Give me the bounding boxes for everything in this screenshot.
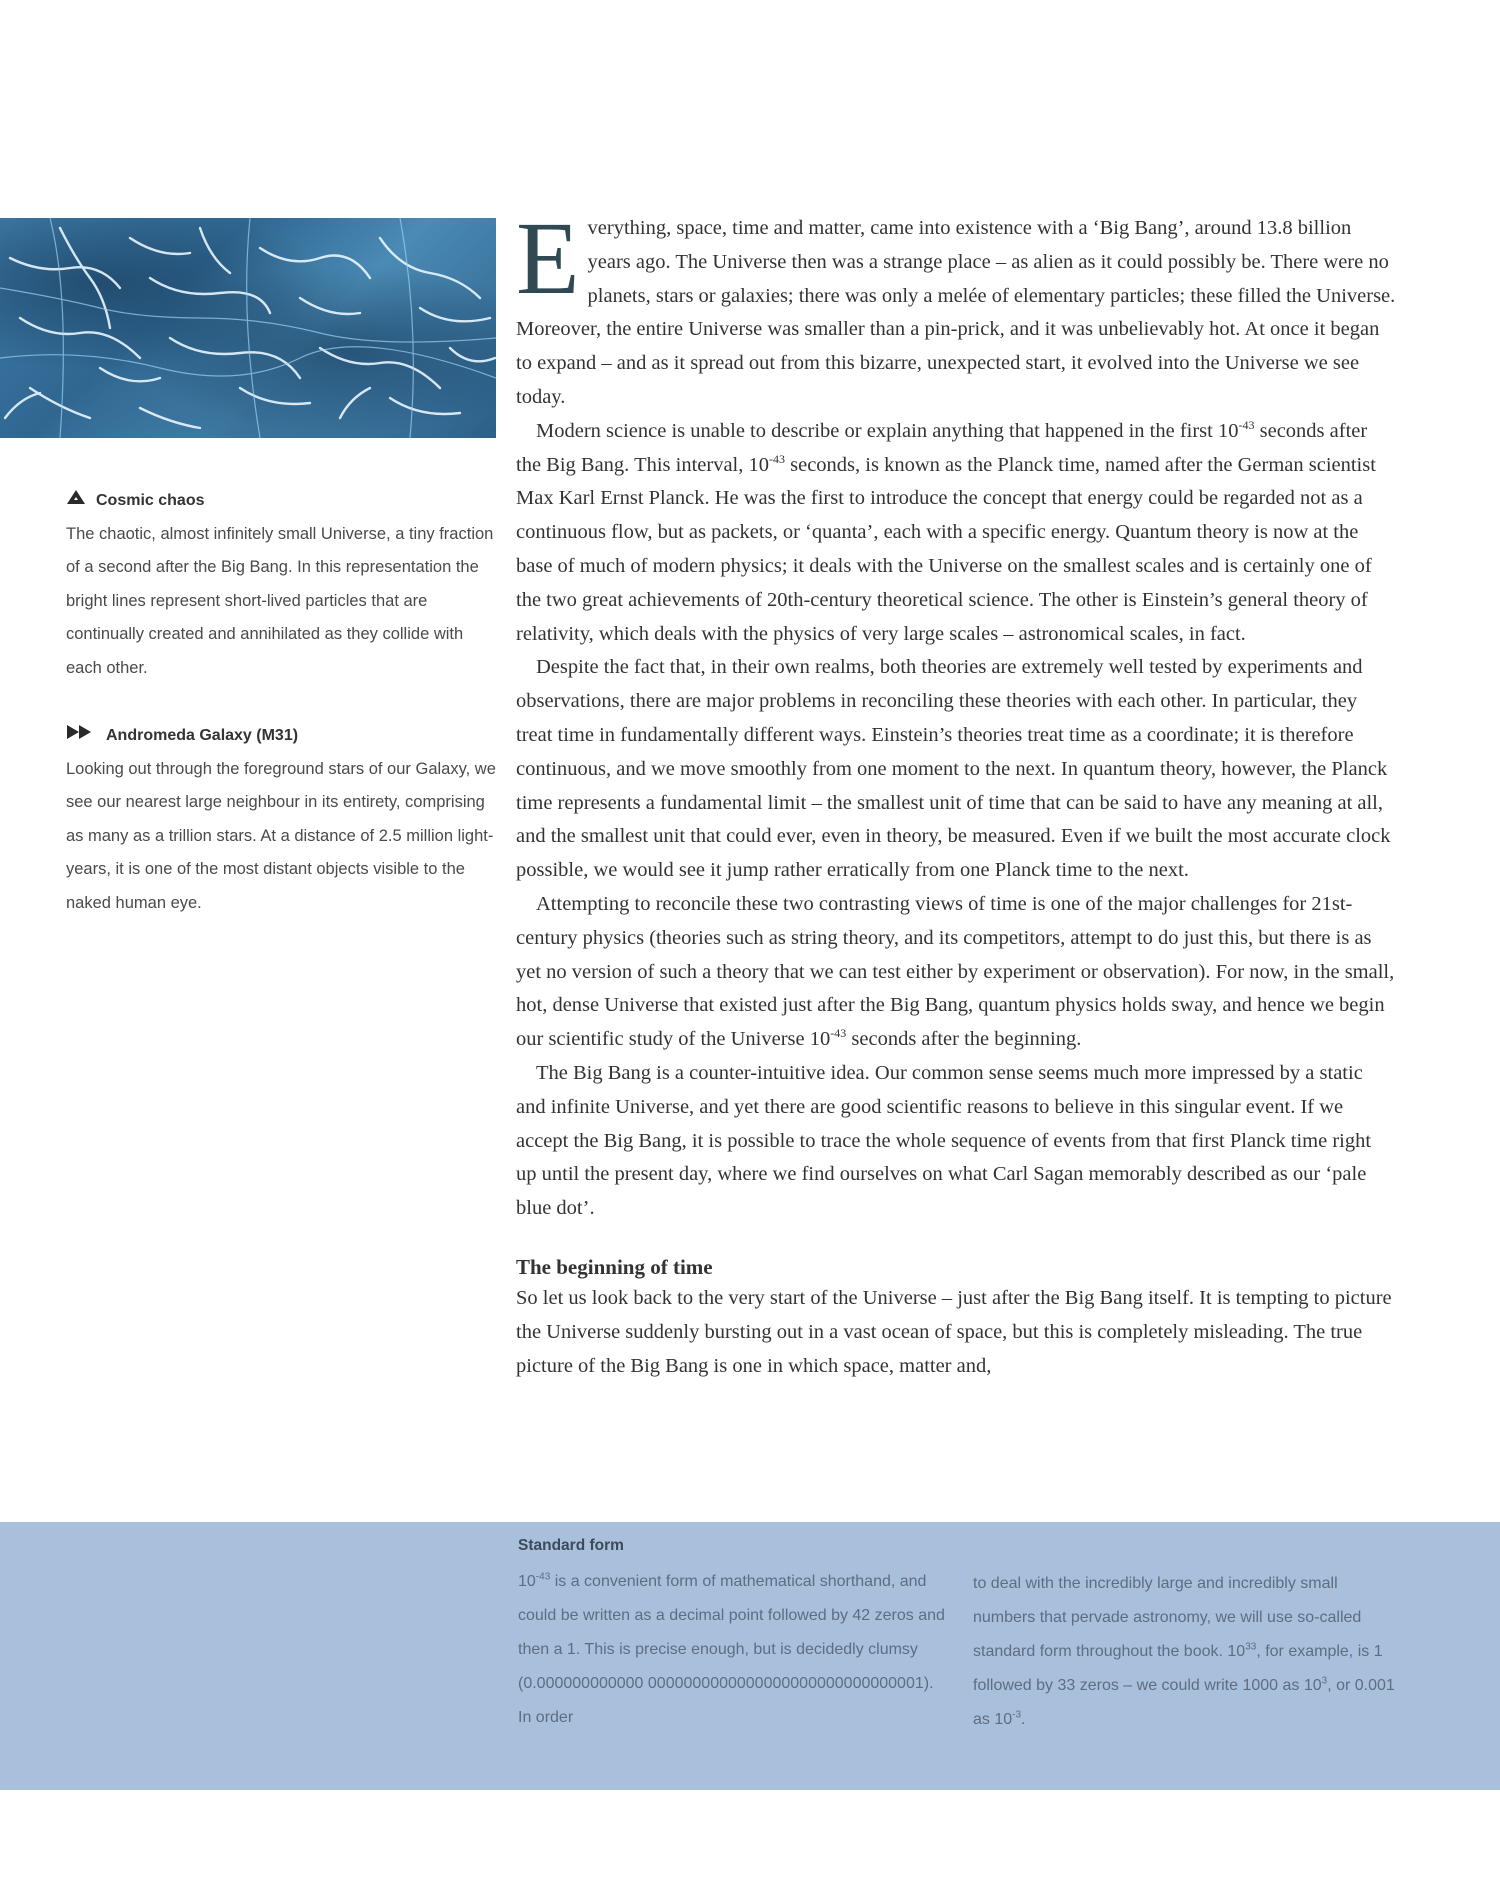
caption-cosmic-chaos <box>66 484 496 685</box>
caption-text: The chaotic, almost infinitely small Universe, a tiny fraction of a second after the Big Bang. In this representation the bright lines represent short-lived particles that are continually created and annihilated as they collide with each other. <box>66 524 494 677</box>
caption-title-text: Andromeda Galaxy (M31) <box>106 727 299 744</box>
info-box-column-1: $10^{-43}$ is a convenient form of mathematical shorthand, and could be written as a decimal point followed by 42 zeros and then a 1. This is precise enough, but is decidedly clumsy (0.000000000000 0000000000000000000000000000001). In order <box>518 1571 945 1726</box>
paragraph-reconcile: Attempting to reconcile these two contrasting views of time is one of the major challenges for 21st-century physics (theories such as string theory, and its competitors, attempt to do just this, but there is as yet no version of such a theory that we can test either by experiment or observation). For now, in the small, hot, dense Universe that existed just after the Big Bang, quantum physics holds sway, and hence we begin our scientific study of the Universe $10^{-43}$ seconds after the beginning. <box>516 892 1395 1051</box>
paragraph-big-bang: The Big Bang is a counter-intuitive idea. Our common sense seems much more impressed by a static and infinite Universe, and yet there are good scientific reasons to believe in this singular event. If we accept the Big Bang, it is possible to trace the whole sequence of events from that first Planck time right up until the present day, where we find ourselves on what Carl Sagan memorably described as our ‘pale blue dot’. <box>516 1061 1372 1220</box>
caption-title-text: Cosmic chaos <box>96 492 205 509</box>
caption-title <box>66 484 496 518</box>
section-heading: The beginning of time <box>516 1254 713 1279</box>
paragraph-planck: Modern science is unable to describe or explain anything that happened in the first $10^{-43}$ seconds after the Big Bang. This interval, $10^{-43}$ seconds, is known as the Planck time, named after the German scientist Max Karl Ernst Planck. He was the first to introduce the concept that energy could be regarded not as a continuous flow, but as packets, or ‘quanta’, each with a specific energy. Quantum theory is now at the base of much of modern physics; it deals with the Universe on the smallest scales and is certainly one of the two great achievements of 20th-century theoretical science. The other is Einstein’s general theory of relativity, which deals with the physics of very large scales – astronomical scales, in fact. <box>516 417 1376 645</box>
paragraph-theories: Despite the fact that, in their own realms, both theories are extremely well tested by experiments and observations, there are major problems in reconciling these theories with each other. In particular, they treat time in fundamentally different ways. Einstein’s theories treat time as a coordinate; it is therefore continuous, and we move smoothly from one moment to the next. In quantum theory, however, the Planck time represents a fundamental limit – the smallest unit of time that can be said to have any meaning at all, and the smallest unit that could ever, even in theory, be measured. Even if we built the most accurate clock possible, we would see it jump rather erratically from one Planck time to the next. <box>516 656 1391 882</box>
info-box-title: Standard form <box>518 1537 624 1554</box>
particle-lines-graphic <box>0 218 496 438</box>
cosmic-chaos-image <box>0 218 496 438</box>
triangle-up-icon <box>66 484 86 518</box>
info-box-column-2: to deal with the incredibly large and incredibly small numbers that pervade astronomy, we will use so-called standard form throughout the book. $10^{33}$, for example, is 1 followed by 33 zeros – we could write 1000 as $10^3$, or 0.001 as $10^{-3}$. <box>973 1575 1395 1728</box>
caption-andromeda <box>66 719 496 920</box>
caption-text: Looking out through the foreground stars of our Galaxy, we see our nearest large neighbour in its entirety, comprising as many as a trillion stars. At a distance of 2.5 million light-years, it is one of the most distant objects visible to the naked human eye. <box>66 759 496 912</box>
double-arrow-right-icon <box>66 719 96 753</box>
main-article <box>516 201 1396 1383</box>
paragraph-beginning: So let us look back to the very start of the Universe – just after the Big Bang itself. It is tempting to picture the Universe suddenly bursting out in a vast ocean of space, but this is completely misleading. The true picture of the Big Bang is one in which space, matter and, <box>516 1286 1392 1377</box>
paragraph-intro: Everything, space, time and matter, came into existence with a ‘Big Bang’, around 13.8 billion years ago. The Universe then was a strange place – as alien as it could possibly be. There were no planets, stars or galaxies; there was only a melée of elementary particles; these filled the Universe. Moreover, the entire Universe was smaller than a pin-prick, and it was unbelievably hot. At once it began to expand – and as it spread out from this bizarre, unexpected start, it evolved into the Universe we see today. <box>516 201 1396 408</box>
caption-title <box>66 719 496 753</box>
drop-cap: E <box>516 201 580 316</box>
